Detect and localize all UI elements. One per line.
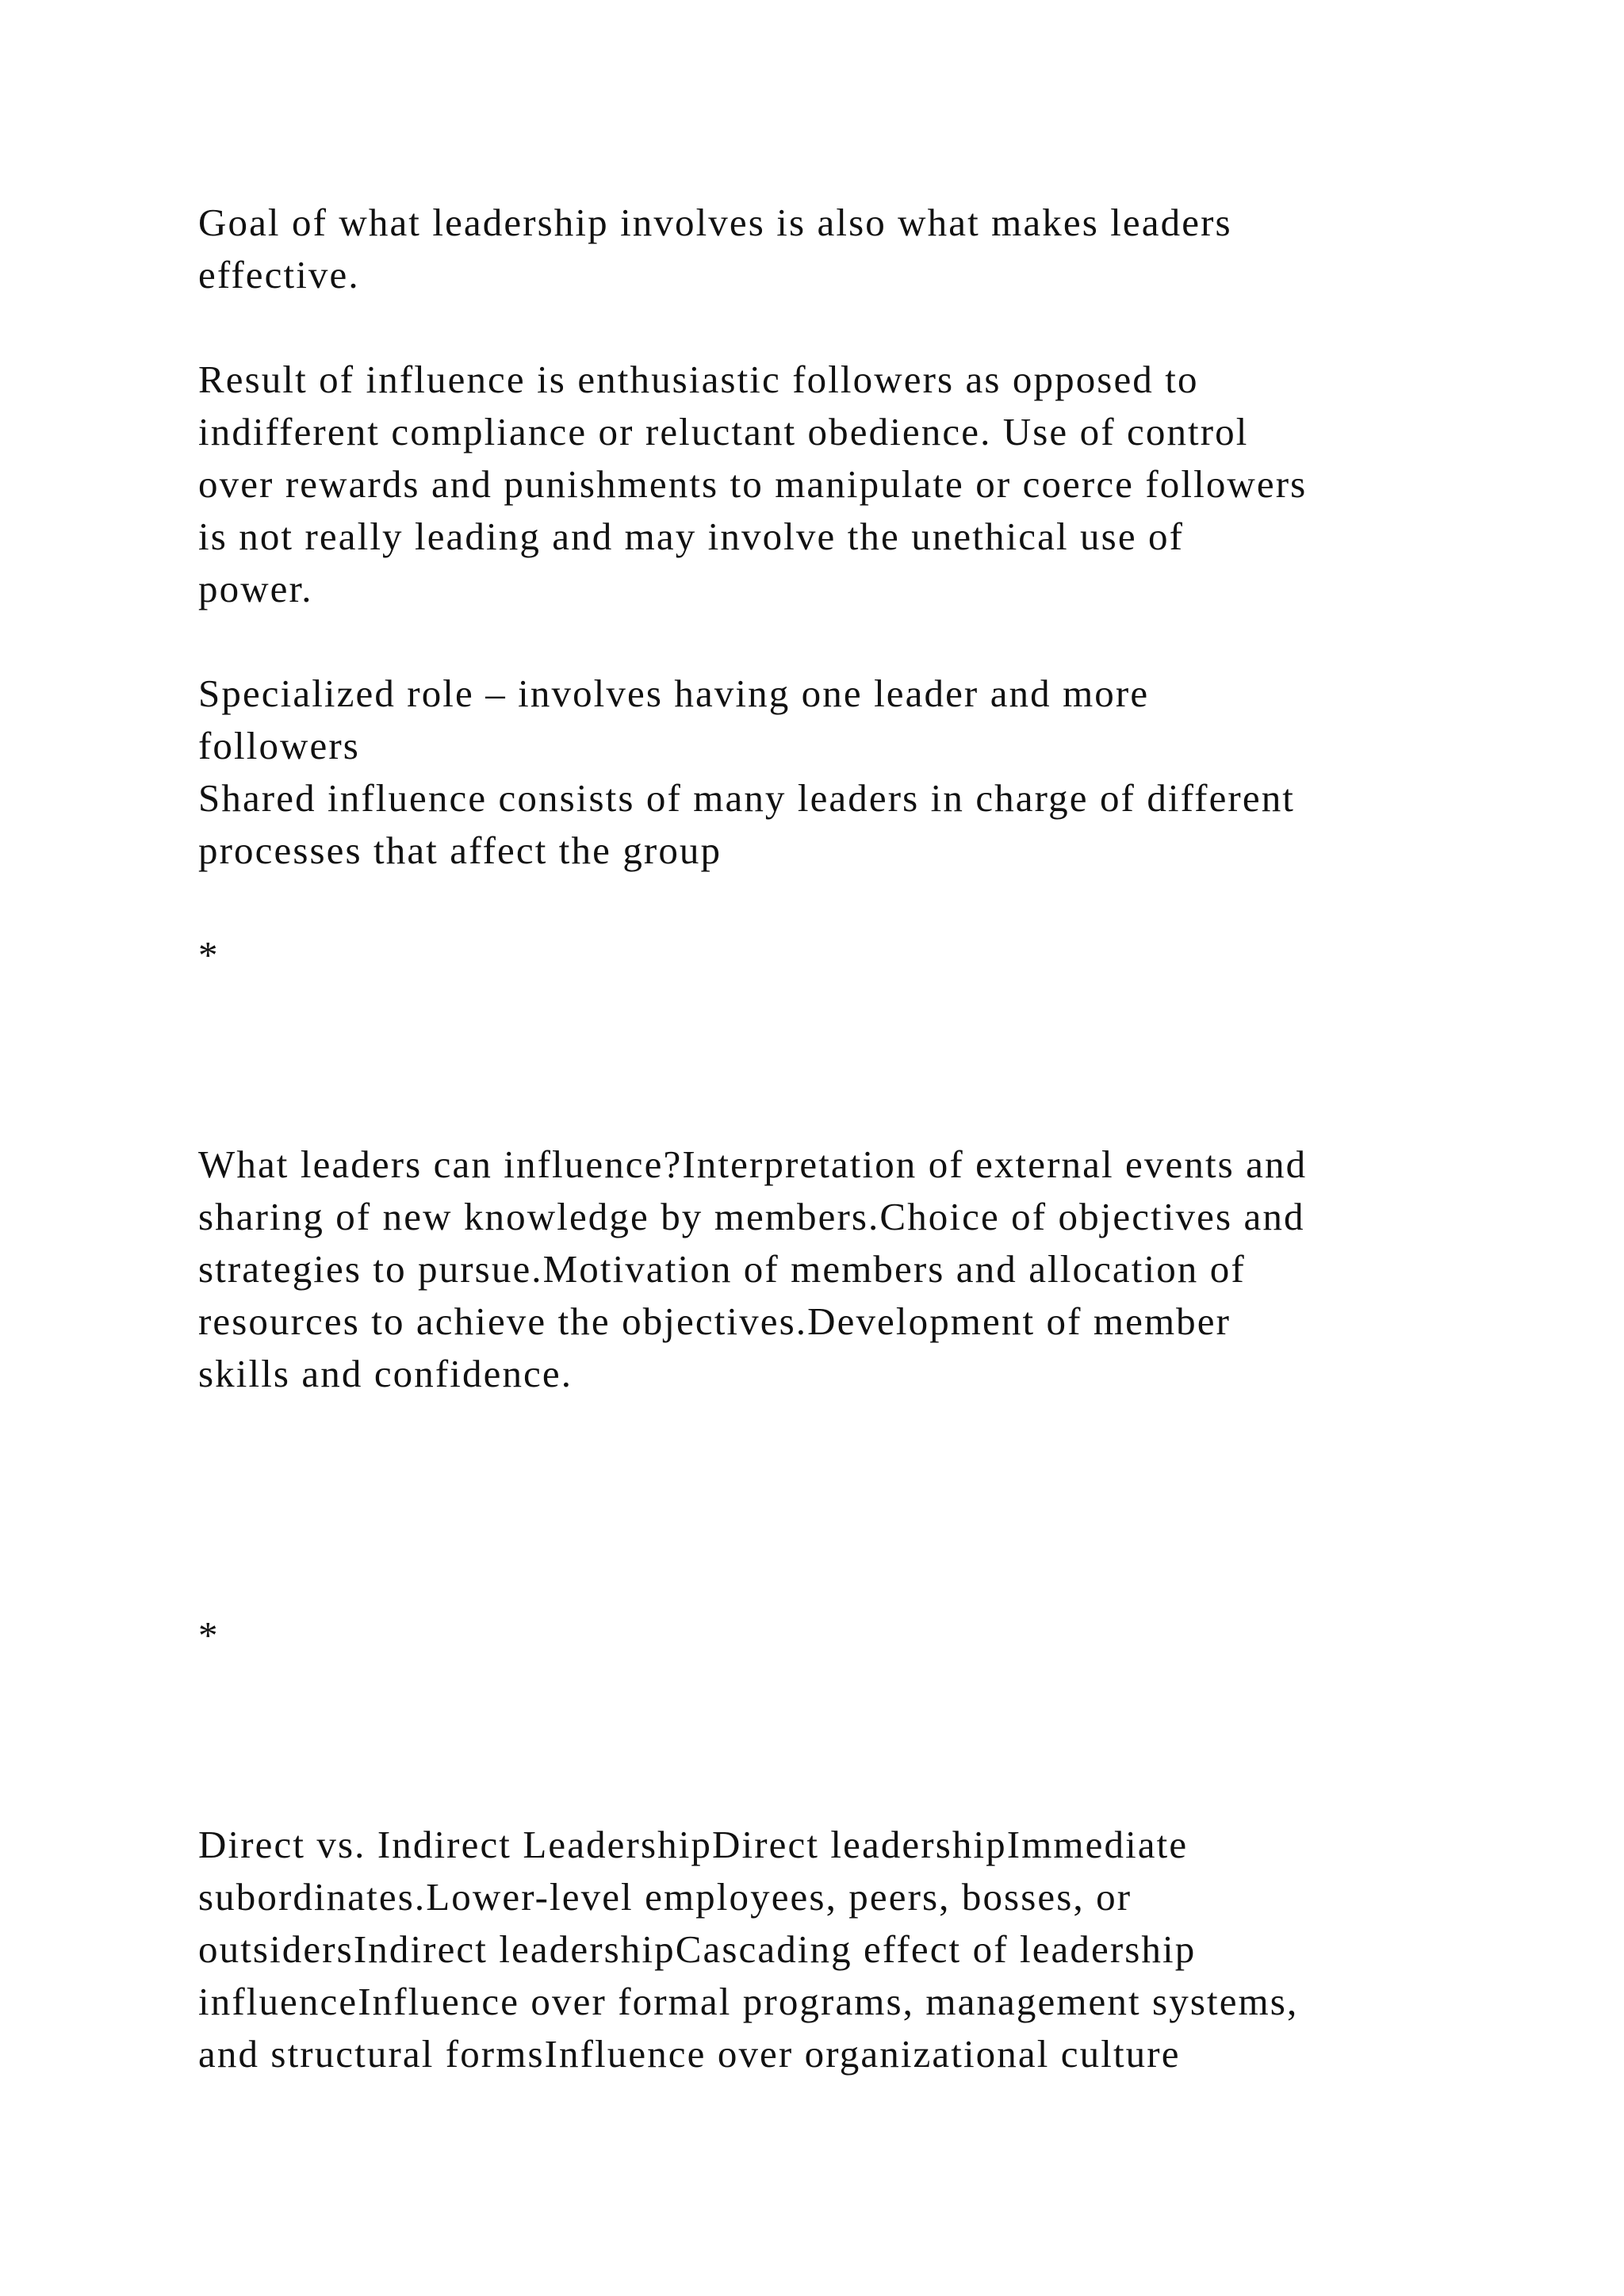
paragraph-5-line-4: influenceInfluence over formal programs, management systems, [198, 1980, 1299, 2023]
separator-asterisk: * [198, 933, 220, 977]
paragraph-3-line-3: Shared influence consists of many leaders in charge of different [198, 776, 1296, 820]
paragraph-2-line-1: Result of influence is enthusiastic followers as opposed to [198, 358, 1199, 401]
paragraph-5-line-1: Direct vs. Indirect LeadershipDirect leadershipImmediate [198, 1823, 1189, 1866]
paragraph-4-line-1: What leaders can influence?Interpretation of external events and [198, 1142, 1308, 1186]
paragraph-3-line-1: Specialized role – involves having one leader and more [198, 672, 1150, 715]
paragraph-2-line-4: is not really leading and may involve the unethical use of [198, 515, 1185, 558]
paragraph-5-line-5: and structural formsInfluence over organizational culture [198, 2032, 1181, 2076]
paragraph-2-line-3: over rewards and punishments to manipulate or coerce followers [198, 462, 1308, 506]
paragraph-1-line-2: effective. [198, 253, 360, 297]
paragraph-5-line-3: outsidersIndirect leadershipCascading effect of leadership [198, 1927, 1197, 1971]
paragraph-2-line-5: power. [198, 567, 313, 610]
paragraph-4-line-2: sharing of new knowledge by members.Choice of objectives and [198, 1195, 1305, 1238]
separator-asterisk: * [198, 1613, 220, 1657]
paragraph-4-line-5: skills and confidence. [198, 1352, 573, 1395]
paragraph-2-line-2: indifferent compliance or reluctant obedience. Use of control [198, 410, 1249, 453]
paragraph-1-line-1: Goal of what leadership involves is also what makes leaders [198, 201, 1232, 244]
paragraph-4-line-4: resources to achieve the objectives.Development of member [198, 1299, 1231, 1343]
paragraph-4-line-3: strategies to pursue.Motivation of members and allocation of [198, 1247, 1246, 1291]
paragraph-5-line-2: subordinates.Lower-level employees, peers, bosses, or [198, 1875, 1132, 1919]
paragraph-3-line-4: processes that affect the group [198, 828, 722, 872]
paragraph-3-line-2: followers [198, 724, 360, 767]
